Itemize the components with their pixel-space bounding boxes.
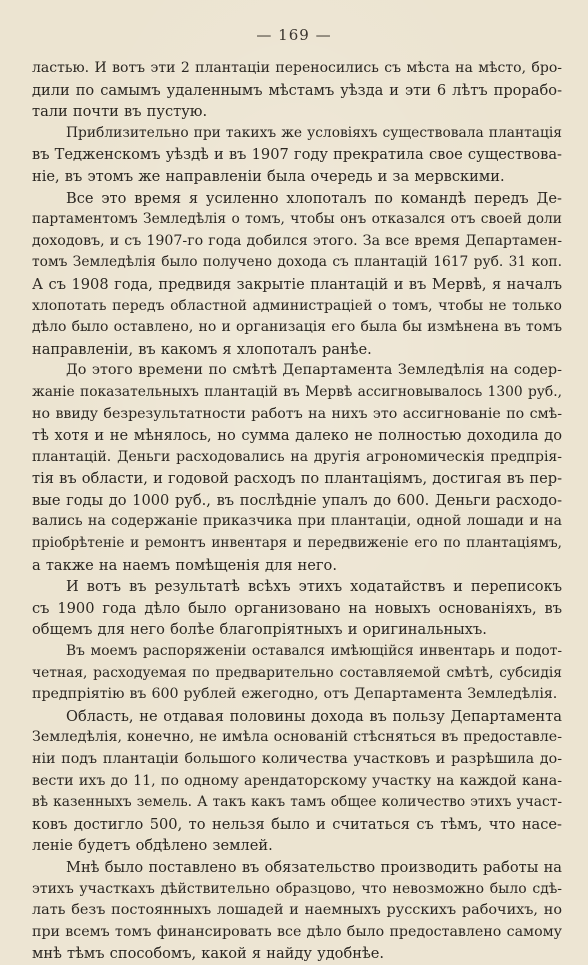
text-line: хлопотать передъ областной администраціей о томъ, чтобы не только <box>32 297 562 314</box>
text-line: ковъ достигло 500, то нельзя было и считаться съ тѣмъ, что насе- <box>32 815 562 833</box>
text-line: Земледѣлія, конечно, не имѣла основаній стѣсняться въ предоставле- <box>32 729 562 746</box>
text-line: общемъ для него болѣе благопріятныхъ и оригинальныхъ. <box>32 621 487 639</box>
text-line: партаментомъ Земледѣлія о томъ, чтобы онъ отказался отъ своей доли <box>32 211 562 228</box>
text-line: ніи подъ плантаціи большого количества участковъ и разрѣшила до- <box>32 751 562 767</box>
body-text <box>32 58 562 965</box>
text-line: съ 1900 года дѣло было организовано на новыхъ основаніяхъ, въ <box>32 599 562 617</box>
text-line: но ввиду безрезультатности работъ на нихъ это ассигнованіе по смѣ- <box>32 405 562 422</box>
text-line: лать безъ постоянныхъ лошадей и наемныхъ русскихъ рабочихъ, но <box>32 902 562 919</box>
text-line: пріобрѣтеніе и ремонтъ инвентаря и передвиженіе его по плантаціямъ, <box>32 535 562 552</box>
text-line: вые годы до 1000 руб., въ послѣдніе упалъ до 600. Деньги расходо- <box>32 491 562 509</box>
text-line: вѣ казенныхъ земель. А такъ какъ тамъ общее количество этихъ участ- <box>32 794 562 811</box>
text-line: вались на содержаніе приказчика при плантаціи, одной лошади и на <box>32 513 562 530</box>
text-line: дили по самымъ удаленнымъ мѣстамъ уѣзда и эти 6 лѣтъ прорабо- <box>32 81 562 99</box>
text-line: а также на наемъ помѣщенія для него. <box>32 556 337 574</box>
text-line: мнѣ тѣмъ способомъ, какой я найду удобнѣе. <box>32 945 385 963</box>
text-line: А съ 1908 года, предвидя закрытіе плантацій и въ Мервѣ, я началъ <box>32 275 562 293</box>
text-line: тѣ хотя и не мѣнялось, но сумма далеко не полностью доходила до <box>32 427 562 445</box>
text-line: тія въ области, и годовой расходъ по плантаціямъ, достигая въ пер- <box>32 470 562 488</box>
text-line: Приблизительно при такихъ же условіяхъ существовала плантація <box>66 124 562 141</box>
text-line: Мнѣ было поставлено въ обязательство производить работы на <box>66 858 562 876</box>
text-line: вести ихъ до 11, по одному арендаторскому участку на каждой кана- <box>32 772 562 789</box>
text-line: ластью. И вотъ эти 2 плантаціи переносились съ мѣста на мѣсто, бро- <box>32 60 562 76</box>
text-line: въ Тедженскомъ уѣздѣ и въ 1907 году прекратила свое существова- <box>32 146 562 164</box>
text-line: тали почти въ пустую. <box>32 103 208 121</box>
text-line: плантацій. Деньги расходовались на другія агрономическія предпрія- <box>32 448 562 465</box>
text-line: доходовъ, и съ 1907-го года добился этого. За все время Департамен- <box>32 232 562 249</box>
text-line: ніе, въ этомъ же направленіи была очередь и за мервскими. <box>32 167 505 185</box>
text-line: леніе будетъ обдѣлено землей. <box>32 837 273 855</box>
text-line: До этого времени по смѣтѣ Департамента Земледѣлія на содер- <box>66 362 562 379</box>
text-line: Область, не отдавая половины дохода въ пользу Департамента <box>66 707 562 725</box>
text-line: при всемъ томъ финансировать все дѣло было предоставлено самому <box>32 923 562 940</box>
page-number: — 169 — <box>256 26 332 44</box>
text-line: Все это время я усиленно хлопоталъ по командѣ передъ Де- <box>66 189 562 207</box>
text-line: томъ Земледѣлія было получено дохода съ плантацій 1617 руб. 31 коп. <box>32 254 562 271</box>
text-line: Въ моемъ распоряженіи оставался имѣющійся инвентарь и подот- <box>66 643 562 660</box>
text-line: предпріятію въ 600 рублей ежегодно, отъ Департамента Земледѣлія. <box>32 686 558 703</box>
text-line: этихъ участкахъ дѣйствительно образцово, что невозможно было сдѣ- <box>32 880 562 897</box>
text-line: жаніе показательныхъ плантацій въ Мервѣ ассигновывалось 1300 руб., <box>32 383 562 400</box>
text-line: направленіи, въ какомъ я хлопоталъ ранѣе. <box>32 340 372 358</box>
text-line: И вотъ въ результатѣ всѣхъ этихъ ходатайствъ и переписокъ <box>66 578 562 596</box>
text-line: четная, расходуемая по предварительно составляемой смѣтѣ, субсидія <box>32 664 562 681</box>
text-line: дѣло было оставлено, но и организація его была бы измѣнена въ томъ <box>32 319 562 336</box>
